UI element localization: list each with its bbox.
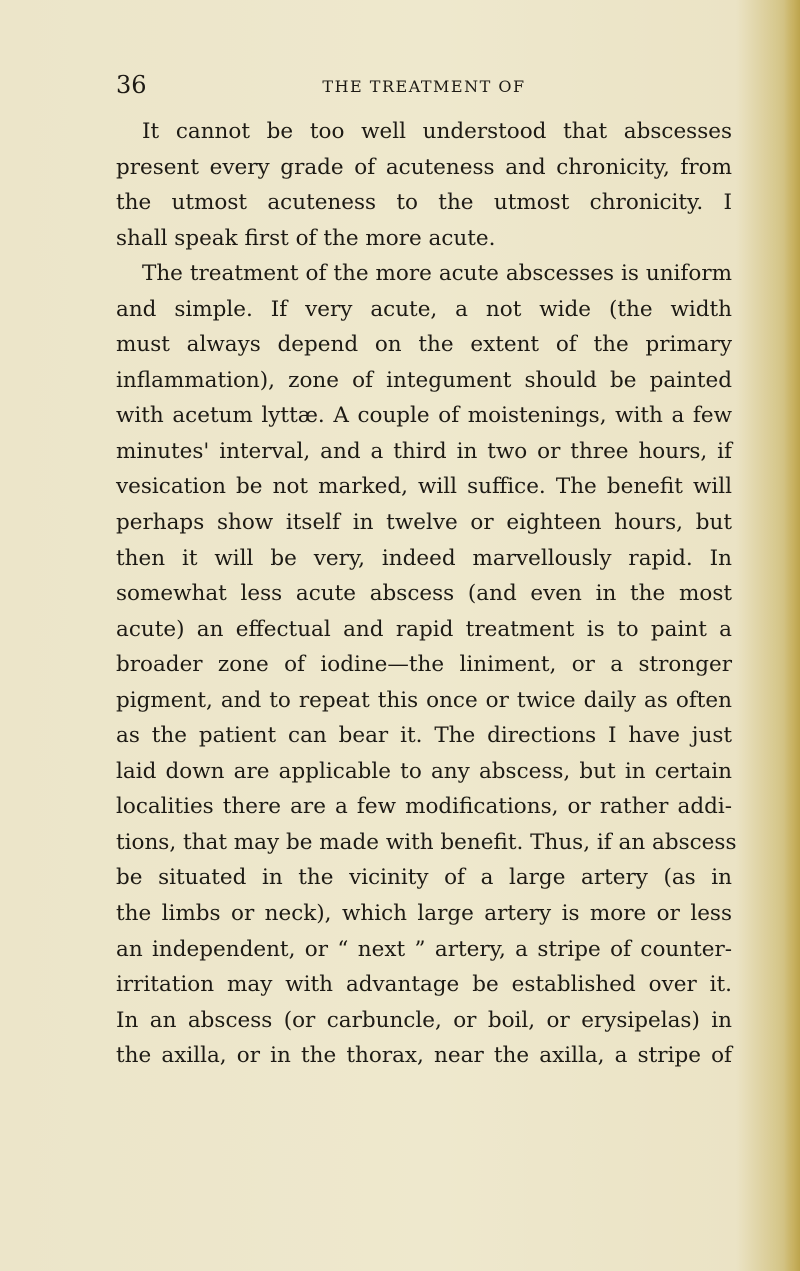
- text-line: the utmost acuteness to the utmost chronicity. I: [116, 190, 732, 216]
- text-line: In an abscess (or carbuncle, or boil, or erysipelas) in: [116, 1007, 732, 1033]
- text-line: The treatment of the more acute abscesses is uniform: [142, 261, 732, 287]
- text-line: vesication be not marked, will suffice. The benefit will: [116, 474, 732, 500]
- text-line: tions, that may be made with benefit. Thus, if an abscess: [116, 829, 737, 855]
- text-line: pigment, and to repeat this once or twice daily as often: [116, 687, 732, 713]
- text-line: laid down are applicable to any abscess, but in certain: [116, 758, 732, 784]
- text-line: minutes' interval, and a third in two or three hours, if: [116, 438, 732, 464]
- body-text: [116, 114, 737, 1074]
- text-line: and simple. If very acute, a not wide (the width: [116, 296, 732, 322]
- text-line: as the patient can bear it. The directions I have just: [116, 723, 732, 749]
- text-line: an independent, or “ next ” artery, a stripe of counter-: [116, 936, 732, 962]
- text-line: must always depend on the extent of the primary: [116, 332, 732, 358]
- running-head: THE TREATMENT OF: [322, 77, 526, 96]
- text-line: acute) an effectual and rapid treatment is to paint a: [116, 616, 732, 642]
- text-line: then it will be very, indeed marvellously rapid. In: [116, 545, 732, 571]
- page-number: 36: [116, 71, 147, 99]
- text-line: broader zone of iodine—the liniment, or a stronger: [116, 652, 732, 678]
- text-line: It cannot be too well understood that abscesses: [142, 119, 732, 144]
- text-line: the limbs or neck), which large artery is more or less: [116, 901, 732, 927]
- text-line: be situated in the vicinity of a large artery (as in: [116, 865, 732, 891]
- text-line: somewhat less acute abscess (and even in the most: [116, 581, 732, 607]
- text-line: irritation may with advantage be established over it.: [116, 972, 732, 998]
- text-line: inflammation), zone of integument should be painted: [116, 367, 732, 393]
- text-line: localities there are a few modifications, or rather addi-: [116, 794, 732, 820]
- text-line: perhaps show itself in twelve or eighteen hours, but: [116, 510, 732, 536]
- page-header: [116, 70, 732, 110]
- text-line: present every grade of acuteness and chronicity, from: [116, 154, 732, 180]
- text-line: the axilla, or in the thorax, near the axilla, a stripe of: [116, 1043, 732, 1069]
- text-line: shall speak first of the more acute.: [116, 225, 496, 251]
- text-line: with acetum lyttæ. A couple of moistenings, with a few: [116, 403, 732, 429]
- page-edge-shading: [784, 0, 800, 1271]
